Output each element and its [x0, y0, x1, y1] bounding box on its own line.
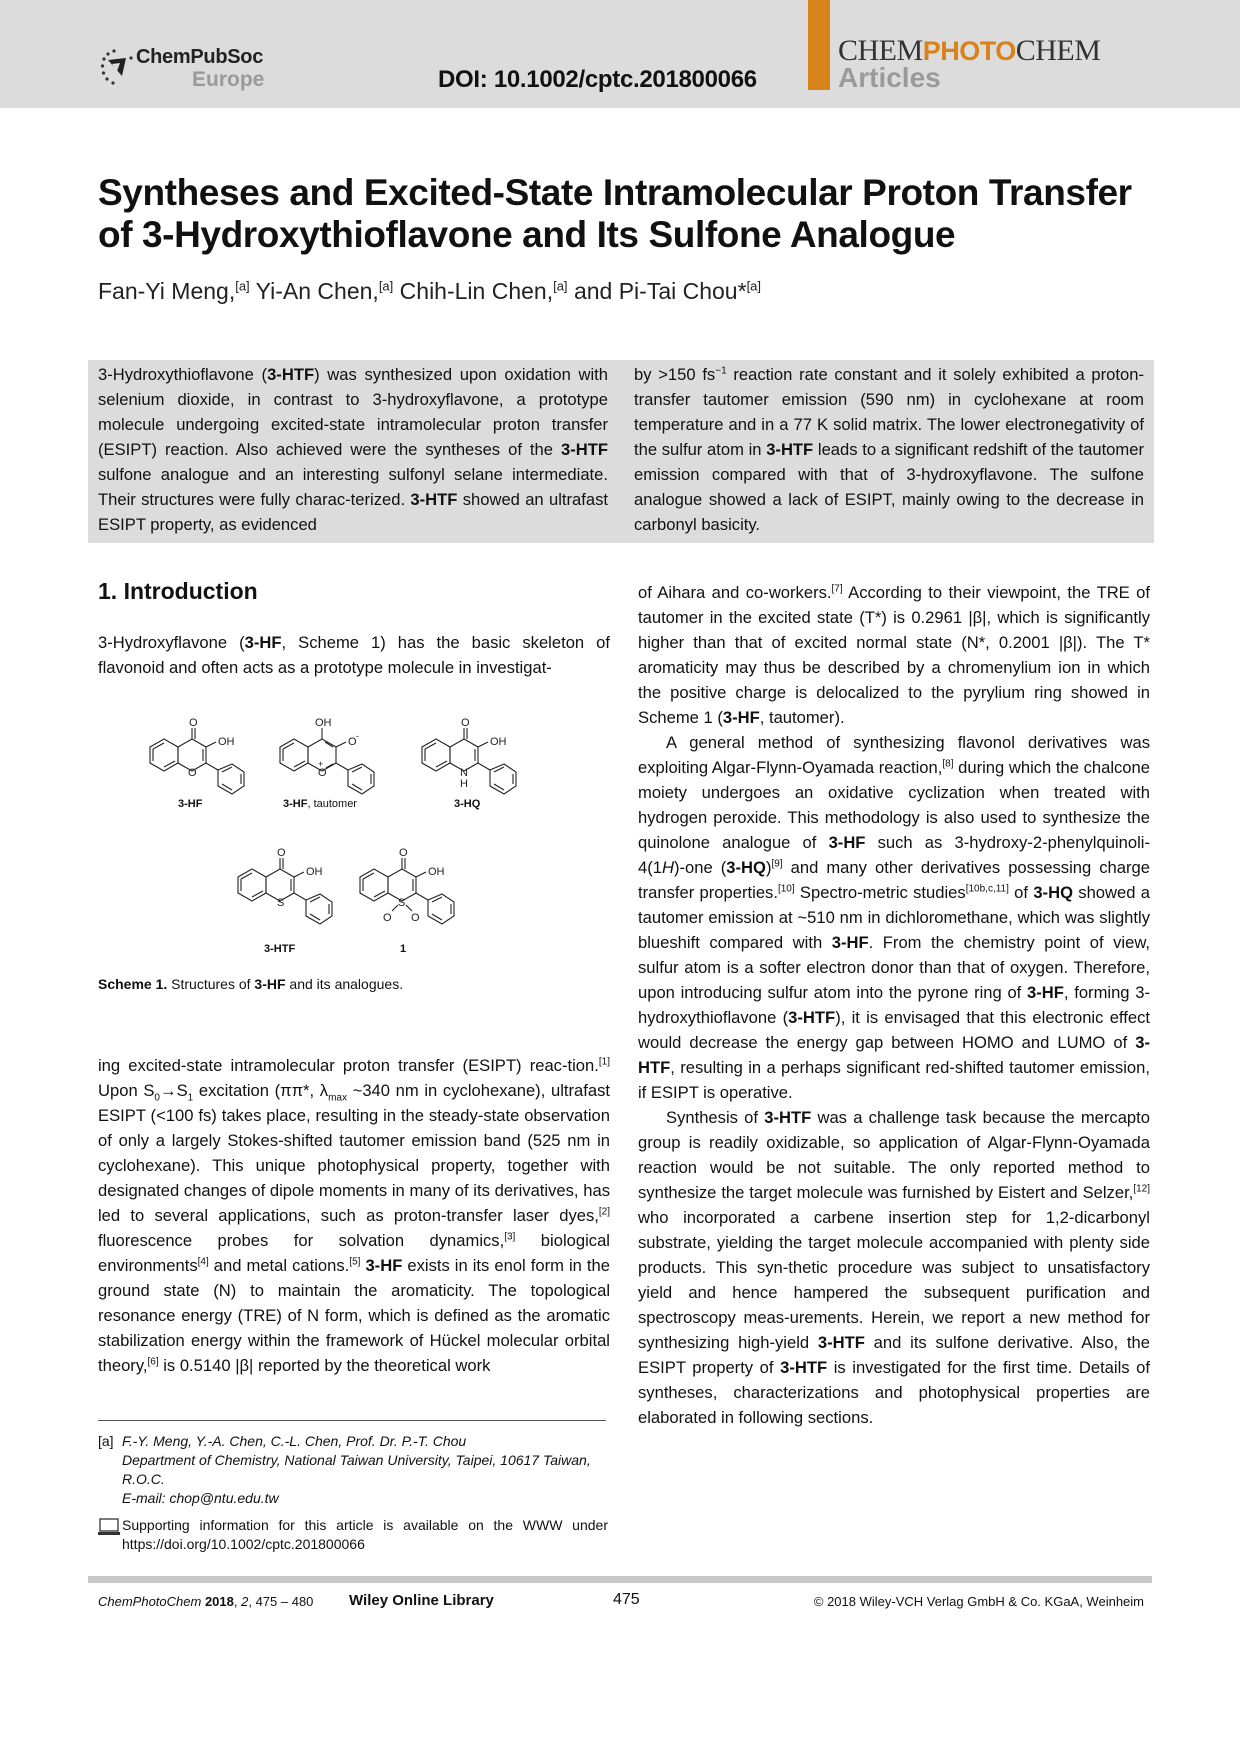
- affiliation-mark: [a]: [746, 278, 762, 294]
- svg-text:O: O: [383, 912, 392, 924]
- svg-text:OH: OH: [315, 717, 332, 729]
- svg-text:H: H: [460, 778, 468, 790]
- reference-link[interactable]: [8]: [942, 758, 954, 770]
- copyright-notice: © 2018 Wiley-VCH Verlag GmbH & Co. KGaA, Weinheim: [813, 1594, 1144, 1609]
- publisher-name: ChemPubSoc: [136, 46, 264, 68]
- supporting-info-note: [98, 1516, 608, 1554]
- computer-icon: [98, 1518, 120, 1536]
- author[interactable]: and Pi-Tai Chou*[a]: [573, 278, 762, 304]
- citation-info: ChemPhotoChem 2018, 2, 475 – 480: [98, 1594, 314, 1609]
- abstract-left: 3-Hydroxythioflavone (3-HTF) was synthesized upon oxidation with selenium dioxide, in contrast to 3-hydroxyflavone, a prototype molecule undergoing excited-state intramolecular proton transfer (ESIPT) reaction. Also achieved were the syntheses of the 3-HTF sulfone analogue and an interesting sulfonyl selane intermediate. Their structures were fully charac-terized. 3-HTF showed an ultrafast ESIPT property, as evidenced: [98, 365, 608, 534]
- footer-divider: [88, 1576, 1152, 1583]
- abstract-right: by >150 $fs^{-1}$ reaction rate constant and it solely exhibited a proton-transfer tautomer emission (590 nm) in cyclohexane at room temperature and in a 77 K solid matrix. The lower electronegativity of the sulfur atom in 3-HTF leads to a significant redshift of the tautomer emission compared with that of 3-hydroxyflavone. The sulfone analogue showed a lack of ESIPT, mainly owing to the decrease in carbonyl basicity.: [634, 365, 1144, 534]
- label-compound-1: 1: [400, 943, 407, 955]
- affiliation-mark: [a]: [235, 278, 250, 294]
- wiley-online-library-link[interactable]: Wiley Online Library: [349, 1592, 494, 1609]
- accent-bar: [808, 0, 830, 90]
- publisher-region: Europe: [192, 68, 265, 91]
- chemical-structures-diagram: [140, 712, 560, 962]
- footnote-label: [a]: [98, 1433, 114, 1449]
- label-3-hf: 3-HF: [178, 798, 203, 810]
- supporting-info-link[interactable]: Supporting information for this article is available on the WWW under https://doi.org/10.1002/cptc.201800066: [122, 1517, 608, 1552]
- abstract-box: [88, 360, 1154, 543]
- label-3-htf: 3-HTF: [264, 943, 296, 955]
- svg-text:-: -: [356, 731, 359, 741]
- svg-text:O: O: [318, 767, 327, 779]
- intro-paragraph-1: 3-Hydroxyflavone (3-HF, Scheme 1) has the basic skeleton of flavonoid and often acts as a prototype molecule in investigat-: [98, 633, 610, 677]
- reference-link[interactable]: [10b,c,11]: [965, 883, 1009, 895]
- svg-text:O: O: [399, 847, 408, 859]
- intro-paragraph-1-continued: ing excited-state intramolecular proton transfer (ESIPT) reac-tion.[1] Upon $S_0\to S_1$ excitation (ππ*, $\lambda_{max}$ ~340 nm in cyclohexane), ultrafast ESIPT (<100 fs) takes place, resulting in the steady-state observation of only a largely Stokes-shifted tautomer emission band (525 nm in cyclohexane). This unique photophysical property, together with designated changes of dipole moments in many of its derivatives, has led to several applications, such as proton-transfer laser dyes,[2] fluorescence probes for solvation dynamics,[3] biological environments[4] and metal cations.[5] 3-HF exists in its enol form in the ground state (N) to maintain the aromaticity. The topological resonance energy (TRE) of N form, which is defined as the aromatic stabilization energy within the framework of Hückel molecular orbital theory,[6] is 0.5140 |β| reported by the theoretical work: [98, 1056, 610, 1375]
- svg-text:OH: OH: [306, 866, 323, 878]
- journal-prefix: CHEM: [838, 34, 923, 67]
- scheme-caption: Scheme 1. Structures of 3-HF and its analogues.: [98, 976, 404, 992]
- affiliation-footnote: [98, 1432, 608, 1508]
- svg-text:S: S: [277, 897, 285, 909]
- author[interactable]: Fan-Yi Meng,[a]: [98, 278, 250, 304]
- svg-text:OH: OH: [490, 736, 507, 748]
- label-3-hf-tautomer: 3-HF, tautomer: [283, 798, 357, 810]
- affiliation-mark: [a]: [553, 278, 568, 294]
- chempubsoc-emblem-icon: [100, 48, 134, 88]
- intro-right-column: [638, 580, 1150, 1430]
- intro-paragraph-2: of Aihara and co-workers.[7] According to their viewpoint, the TRE of tautomer in the excited state (T*) is 0.2961 |β|, which is significantly higher than that of excited normal state (N*, 0.2001 |β|). The T* aromaticity may thus be described by a chromenylium ion in which the positive charge is delocalized to the pyrylium ring showed in Scheme 1 (3-HF, tautomer).: [638, 583, 1150, 727]
- svg-text:O: O: [277, 847, 286, 859]
- reference-link[interactable]: [2]: [598, 1206, 610, 1218]
- svg-text:O: O: [411, 912, 420, 924]
- reference-link[interactable]: [12]: [1133, 1183, 1150, 1195]
- reference-link[interactable]: [3]: [504, 1231, 516, 1243]
- svg-text:N: N: [460, 767, 468, 779]
- svg-text:OH: OH: [218, 736, 235, 748]
- svg-text:OH: OH: [428, 866, 445, 878]
- intro-paragraph-3: A general method of synthesizing flavonol derivatives was exploiting Algar-Flynn-Oyamada reaction,[8] during which the chalcone moiety undergoes an oxidative cyclization when treated with hydrogen peroxide. This methodology is also used to synthesize the quinolone analogue of 3-HF such as 3-hydroxy-2-phenylquinoli-4(1H)-one (3-HQ)[9] and many other derivatives possessing charge transfer properties.[10] Spectro-metric studies[10b,c,11] of 3-HQ showed a tautomer emission at ~510 nm in dichloromethane, which was slightly blueshift compared with 3-HF. From the chemistry point of view, sulfur atom is a softer electron donor than that of oxygen. Therefore, upon introducing sulfur atom into the pyrone ring of 3-HF, forming 3-hydroxythioflavone (3-HTF), it is envisaged that this electronic effect would decrease the energy gap between HOMO and LUMO of 3-HTF, resulting in a perhaps significant red-shifted tautomer emission, if ESIPT is operative.: [638, 733, 1151, 1102]
- reference-link[interactable]: [4]: [197, 1256, 209, 1268]
- article-title: Syntheses and Excited-State Intramolecular Proton Transfer of 3-Hydroxythioflavone and Its Sulfone Analogue: [98, 172, 1132, 255]
- svg-text:O: O: [348, 736, 357, 748]
- footnote-email[interactable]: E-mail: chop@ntu.edu.tw: [122, 1490, 279, 1506]
- author[interactable]: Yi-An Chen,[a]: [255, 278, 394, 304]
- svg-text:+: +: [318, 759, 324, 769]
- reference-link[interactable]: [1]: [598, 1056, 610, 1068]
- reference-link[interactable]: [9]: [771, 858, 783, 870]
- section-heading-introduction: 1. Introduction: [98, 578, 258, 604]
- reference-link[interactable]: [6]: [147, 1356, 159, 1368]
- journal-suffix: CHEM: [1015, 34, 1101, 67]
- intro-paragraph-4: Synthesis of 3-HTF was a challenge task because the mercapto group is readily oxidizable, so application of Algar-Flynn-Oyamada reaction would be not suitable. The only reported method to synthesize the target molecule was furnished by Eistert and Selzer,[12] who incorporated a carbene insertion step for 1,2-dicarbonyl substrate, yielding the target molecule accompanied with plenty side products. This syn-thetic procedure was subject to unsatisfactory yield and hence hampered the subsequent purification and spectroscopy meas-urements. Herein, we report a new method for synthesizing high-yield 3-HTF and its sulfone derivative. Also, the ESIPT property of 3-HTF is investigated for the first time. Details of syntheses, characterizations and photophysical properties are elaborated in following sections.: [638, 1108, 1150, 1427]
- article-type: Articles: [838, 62, 941, 93]
- doi-link[interactable]: DOI: 10.1002/cptc.201800066: [438, 66, 757, 93]
- chempubsoc-logo[interactable]: [100, 44, 290, 98]
- reference-link[interactable]: [7]: [831, 583, 843, 595]
- svg-text:O: O: [461, 717, 470, 729]
- footnote-authors: F.-Y. Meng, Y.-A. Chen, C.-L. Chen, Prof. Dr. P.-T. Chou: [122, 1433, 467, 1449]
- affiliation-mark: [a]: [378, 278, 394, 294]
- page-number: 475: [613, 1591, 640, 1608]
- footnote-divider: [98, 1420, 606, 1421]
- journal-header: [0, 0, 1240, 108]
- label-3-hq: 3-HQ: [454, 798, 481, 810]
- scheme-1-figure[interactable]: [140, 712, 560, 962]
- author[interactable]: Chih-Lin Chen,[a]: [399, 278, 568, 304]
- structure-3-hf-tautomer: [280, 728, 374, 794]
- journal-accent: PHOTO: [922, 36, 1016, 66]
- reference-link[interactable]: [10]: [777, 883, 795, 895]
- footnote-address: Department of Chemistry, National Taiwan University, Taipei, 10617 Taiwan, R.O.C.: [122, 1452, 591, 1487]
- svg-text:S: S: [398, 897, 406, 909]
- svg-text:O: O: [189, 717, 198, 729]
- reference-link[interactable]: [5]: [349, 1256, 361, 1268]
- author-list: [98, 278, 761, 305]
- svg-text:O: O: [188, 767, 197, 779]
